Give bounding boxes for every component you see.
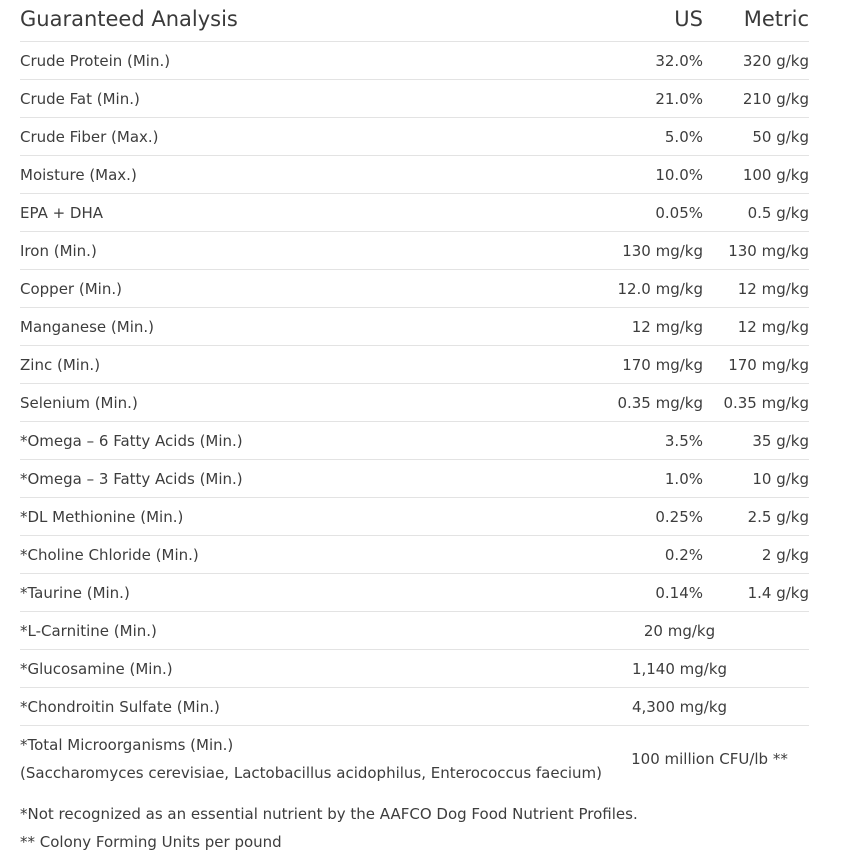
us-value: 0.25% [655, 508, 703, 526]
table-row [20, 270, 809, 308]
metric-value: 2 g/kg [761, 546, 809, 564]
table-row [20, 612, 809, 650]
merged-value: 4,300 mg/kg [631, 698, 728, 716]
table-row [20, 232, 809, 270]
table-row [20, 346, 809, 384]
table-row [20, 384, 809, 422]
nutrient-name: Moisture (Max.) [20, 166, 137, 184]
table-row [20, 650, 809, 688]
nutrient-name: Crude Fat (Min.) [20, 90, 140, 108]
metric-value: 0.35 mg/kg [723, 394, 809, 412]
guaranteed-analysis-table [20, 0, 809, 789]
metric-value: 0.5 g/kg [747, 204, 809, 222]
us-value: 5.0% [664, 128, 703, 146]
us-value: 1.0% [664, 470, 703, 488]
metric-value: 50 g/kg [752, 128, 809, 146]
metric-value: 210 g/kg [742, 90, 809, 108]
metric-value: 12 mg/kg [737, 280, 809, 298]
table-row-microorganisms [20, 726, 809, 789]
nutrient-name: Manganese (Min.) [20, 318, 154, 336]
nutrient-name: *Omega – 6 Fatty Acids (Min.) [20, 432, 243, 450]
footnote: *Not recognized as an essential nutrient by the AAFCO Dog Food Nutrient Profiles. [20, 805, 638, 823]
us-value: 12 mg/kg [631, 318, 703, 336]
column-header-metric: Metric [743, 7, 809, 31]
us-value: 0.05% [655, 204, 703, 222]
nutrient-name: *Chondroitin Sulfate (Min.) [20, 698, 220, 716]
table-row [20, 118, 809, 156]
nutrient-name: Crude Fiber (Max.) [20, 128, 159, 146]
table-row [20, 156, 809, 194]
nutrient-name: Copper (Min.) [20, 280, 122, 298]
us-value: 12.0 mg/kg [617, 280, 703, 298]
nutrient-name: *DL Methionine (Min.) [20, 508, 184, 526]
metric-value: 2.5 g/kg [747, 508, 809, 526]
table-row [20, 422, 809, 460]
metric-value: 130 mg/kg [728, 242, 809, 260]
nutrient-name: Iron (Min.) [20, 242, 97, 260]
metric-value: 35 g/kg [752, 432, 809, 450]
nutrient-name: Selenium (Min.) [20, 394, 138, 412]
nutrient-name: EPA + DHA [20, 204, 104, 222]
us-value: 32.0% [655, 52, 703, 70]
table-header [20, 0, 809, 42]
table-row [20, 308, 809, 346]
nutrient-name: *Total Microorganisms (Min.) [20, 736, 234, 754]
us-value: 21.0% [655, 90, 703, 108]
nutrient-name: Zinc (Min.) [20, 356, 101, 374]
metric-value: 100 g/kg [742, 166, 809, 184]
metric-value: 320 g/kg [742, 52, 809, 70]
us-value: 0.35 mg/kg [617, 394, 703, 412]
nutrient-name: *Taurine (Min.) [20, 584, 130, 602]
us-value: 0.2% [664, 546, 703, 564]
metric-value: 1.4 g/kg [747, 584, 809, 602]
footnotes [20, 804, 638, 860]
us-value: 170 mg/kg [622, 356, 703, 374]
table-row [20, 460, 809, 498]
nutrient-name: *L-Carnitine (Min.) [20, 622, 157, 640]
table-row [20, 688, 809, 726]
table-row [20, 498, 809, 536]
nutrient-subtext: (Saccharomyces cerevisiae, Lactobacillus acidophilus, Enterococcus faecium) [20, 764, 602, 782]
merged-value: 20 mg/kg [643, 622, 716, 640]
table-row [20, 194, 809, 232]
table-title: Guaranteed Analysis [20, 7, 238, 31]
us-value: 0.14% [655, 584, 703, 602]
table-row [20, 80, 809, 118]
table-row [20, 574, 809, 612]
nutrient-name: *Omega – 3 Fatty Acids (Min.) [20, 470, 243, 488]
footnote: ** Colony Forming Units per pound [20, 833, 282, 851]
metric-value: 12 mg/kg [737, 318, 809, 336]
column-header-us: US [674, 7, 703, 31]
nutrient-name: *Choline Chloride (Min.) [20, 546, 199, 564]
metric-value: 170 mg/kg [728, 356, 809, 374]
us-value: 10.0% [655, 166, 703, 184]
us-value: 130 mg/kg [622, 242, 703, 260]
merged-value: 100 million CFU/lb ** [631, 750, 788, 768]
merged-value: 1,140 mg/kg [631, 660, 728, 678]
nutrient-name: *Glucosamine (Min.) [20, 660, 173, 678]
metric-value: 10 g/kg [752, 470, 809, 488]
us-value: 3.5% [664, 432, 703, 450]
nutrient-name: Crude Protein (Min.) [20, 52, 171, 70]
table-row [20, 42, 809, 80]
table-row [20, 536, 809, 574]
